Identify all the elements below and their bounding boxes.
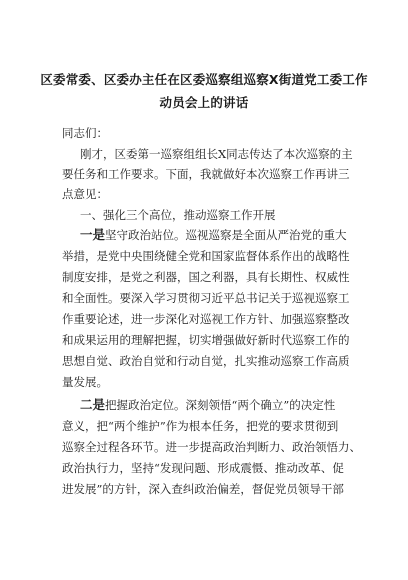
point-2-line: 意义，把“两个维护”作为根本任务，把党的要求贯彻到	[62, 419, 339, 433]
point-1-line: 作重要论述，进一步深化对巡视工作方针、加强巡察整改	[62, 312, 350, 326]
document-title-line-1: 区委常委、区委办主任在区委巡察组巡察X街道党工委工作	[40, 72, 368, 87]
point-1-lead: 一是	[80, 227, 106, 242]
point-1-line: 思想自觉、政治自觉和行动自觉，扎实推动巡察工作高质	[62, 354, 350, 368]
point-2-first-line-text: 把握政治定位。深刻领悟“两个确立”的决定性	[105, 398, 336, 412]
document-title-line-2: 动员会上的讲话	[159, 95, 249, 110]
point-1-line: 和全面性。要深入学习贯彻习近平总书记关于巡视巡察工	[62, 291, 350, 305]
intro-line-1: 刚才，区委第一巡察组组长X同志传达了本次巡察的主	[80, 147, 353, 161]
section-1-heading: 一、强化三个高位，推动巡察工作开展	[80, 208, 276, 222]
point-1-line: 制度安排，是党之利器，国之利器，具有长期性、权威性	[62, 270, 350, 284]
point-1-line: 量发展。	[62, 375, 108, 389]
point-2-first-line	[80, 398, 380, 412]
point-2-line: 巡察全过程各环节。进一步提高政治判断力、政治领悟力、	[62, 440, 361, 454]
intro-line-2: 要任务和工作要求。下面，我就做好本次巡察工作再讲三	[62, 167, 350, 181]
point-2-lead: 二是	[80, 397, 106, 412]
point-2-line: 进发展”的方针，深入查纠政治偏差，督促党员领导干部	[62, 482, 344, 496]
point-1-first-line	[80, 228, 380, 242]
point-1-first-line-text: 坚守政治站位。巡视巡察是全面从严治党的重大	[105, 228, 347, 242]
point-2-line: 政治执行力，坚持“发现问题、形成震慑、推动改革、促	[62, 461, 344, 475]
point-1-line: 和成果运用的理解把握，切实增强做好新时代巡察工作的	[62, 333, 350, 347]
point-1-line: 举措，是党中央围绕健全党和国家监督体系作出的战略性	[62, 249, 350, 263]
intro-line-3: 点意见：	[62, 187, 108, 201]
salutation: 同志们：	[62, 126, 108, 140]
